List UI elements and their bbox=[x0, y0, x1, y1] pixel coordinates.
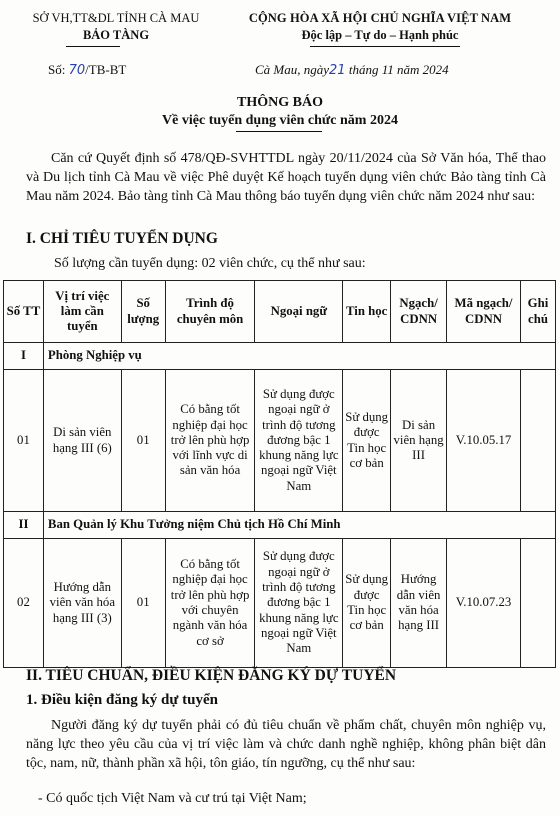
section1-heading: I. CHỈ TIÊU TUYỂN DỤNG bbox=[26, 230, 218, 247]
national-header bbox=[205, 10, 555, 44]
recruit-quantity: Số lượng cần tuyển dụng: 02 viên chức, cụ thể như sau: bbox=[54, 256, 366, 271]
cell-rank: Di sản viên hạng III bbox=[391, 370, 447, 512]
title-underline bbox=[236, 131, 322, 132]
country-name: CỘNG HÒA XÃ HỘI CHỦ NGHĨA VIỆT NAM bbox=[248, 11, 512, 25]
issuing-agency bbox=[6, 10, 226, 44]
doc-no-suffix: /TB-BT bbox=[85, 62, 127, 77]
header-cell: Số lượng bbox=[121, 281, 165, 343]
cell-code: V.10.05.17 bbox=[447, 370, 521, 512]
agency-name: BẢO TÀNG bbox=[82, 28, 150, 42]
table-row bbox=[4, 539, 556, 668]
header-cell: Trình độ chuyên môn bbox=[165, 281, 255, 343]
header-cell: Số TT bbox=[4, 281, 44, 343]
document-title: THÔNG BÁO bbox=[237, 95, 323, 110]
cell-quantity: 01 bbox=[121, 539, 165, 668]
cell-it: Sử dụng được Tin học cơ bản bbox=[343, 370, 391, 512]
cell-stt: 02 bbox=[4, 539, 44, 668]
cell-position: Hướng dẫn viên văn hóa hạng III (3) bbox=[43, 539, 121, 668]
section2-heading: II. TIÊU CHUẨN, ĐIỀU KIỆN ĐĂNG KÝ DỰ TUYỂN bbox=[26, 667, 397, 684]
date-day-handwritten: 21 bbox=[329, 63, 346, 78]
group-number: II bbox=[4, 512, 44, 539]
cell-it: Sử dụng được Tin học cơ bản bbox=[343, 539, 391, 668]
cell-qualification: Có bằng tốt nghiệp đại học trở lên phù hợp với lĩnh vực di sản văn hóa bbox=[165, 370, 255, 512]
document-number bbox=[48, 62, 126, 78]
header-cell: Ghi chú bbox=[520, 281, 555, 343]
eligibility-paragraph: Người đăng ký dự tuyển phải có đủ tiêu chuẩn về phẩm chất, chuyên môn nghiệp vụ, năng lực theo yêu cầu của vị trí việc làm và chức danh nghề nghiệp, không phân biệt dân tộc, nam, nữ, thành phần xã hội, tôn giáo, tín ngưỡng, cụ thể như sau: bbox=[26, 718, 546, 771]
eligibility-bullet: - Có quốc tịch Việt Nam và cư trú tại Việt Nam; bbox=[38, 791, 307, 806]
header-cell: Ngoại ngữ bbox=[255, 281, 343, 343]
document-subtitle: Về việc tuyển dụng viên chức năm 2024 bbox=[162, 113, 398, 128]
recruitment-table bbox=[3, 280, 556, 668]
subsection-heading: 1. Điều kiện đăng ký dự tuyển bbox=[26, 692, 218, 708]
cell-rank: Hướng dẫn viên văn hóa hạng III bbox=[391, 539, 447, 668]
cell-note bbox=[520, 370, 555, 512]
cell-note bbox=[520, 539, 555, 668]
cell-qualification: Có bằng tốt nghiệp đại học trở lên phù hợp với chuyên ngành văn hóa cơ sở bbox=[165, 539, 255, 668]
header-cell: Vị trí việc làm cần tuyển bbox=[43, 281, 121, 343]
intro-paragraph: Căn cứ Quyết định số 478/QĐ-SVHTTDL ngày 20/11/2024 của Sở Văn hóa, Thể thao và Du lịch tỉnh Cà Mau về việc Phê duyệt Kế hoạch tuyển dụng viên chức Bảo tàng tỉnh Cà Mau năm 2024. Bảo tàng tỉnh Cà Mau thông báo tuyển dụng viên chức năm 2024 như sau: bbox=[26, 151, 546, 204]
table-group-row bbox=[4, 343, 556, 370]
cell-position: Di sản viên hạng III (6) bbox=[43, 370, 121, 512]
group-name: Phòng Nghiệp vụ bbox=[43, 343, 555, 370]
agency-parent: SỞ VH,TT&DL TỈNH CÀ MAU bbox=[32, 11, 200, 25]
cell-language: Sử dụng được ngoại ngữ ở trình độ tương đương bậc 1 khung năng lực ngoại ngữ Việt Nam bbox=[255, 539, 343, 668]
table-row bbox=[4, 370, 556, 512]
cell-stt: 01 bbox=[4, 370, 44, 512]
doc-no-handwritten: 70 bbox=[68, 63, 86, 78]
cell-language: Sử dụng được ngoại ngữ ở trình độ tương đương bậc 1 khung năng lực ngoại ngữ Việt Nam bbox=[255, 370, 343, 512]
header-cell: Tin học bbox=[343, 281, 391, 343]
table-header-row bbox=[4, 281, 556, 343]
cell-code: V.10.07.23 bbox=[447, 539, 521, 668]
date-suffix: tháng 11 năm 2024 bbox=[348, 62, 449, 77]
agency-underline bbox=[66, 46, 120, 47]
header-cell: Mã ngạch/ CDNN bbox=[447, 281, 521, 343]
cell-quantity: 01 bbox=[121, 370, 165, 512]
document-date bbox=[255, 62, 449, 78]
date-prefix: Cà Mau, ngày bbox=[255, 62, 330, 77]
header-cell: Ngạch/ CDNN bbox=[391, 281, 447, 343]
table-group-row bbox=[4, 512, 556, 539]
motto-underline bbox=[310, 46, 460, 47]
doc-no-prefix: Số: bbox=[48, 62, 66, 77]
group-name: Ban Quản lý Khu Tưởng niệm Chủ tịch Hồ Chí Minh bbox=[43, 512, 555, 539]
national-motto: Độc lập – Tự do – Hạnh phúc bbox=[301, 28, 459, 42]
group-number: I bbox=[4, 343, 44, 370]
